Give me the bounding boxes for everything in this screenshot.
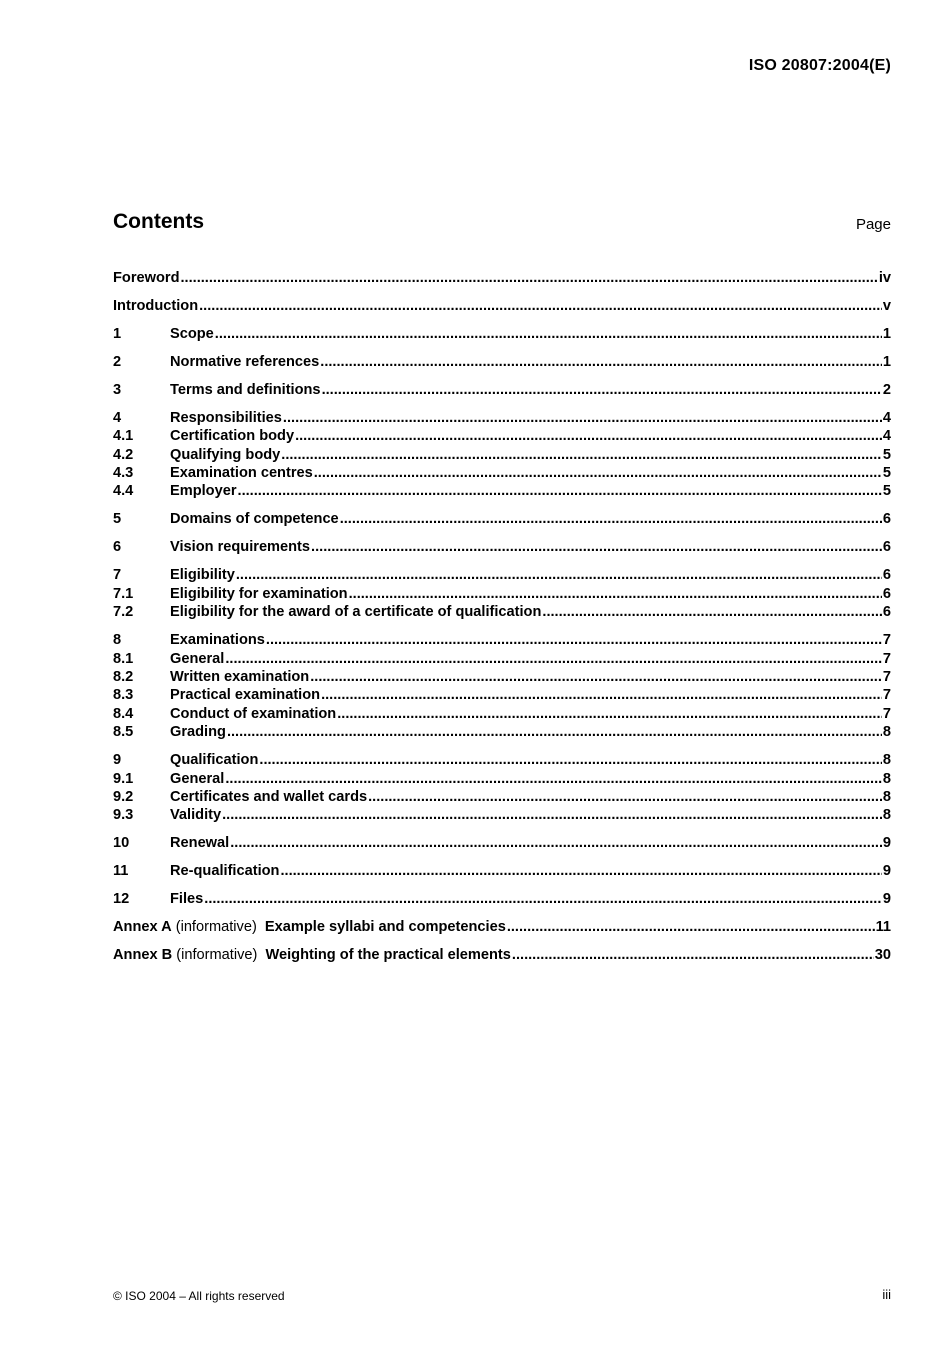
toc-entry-number: 10 <box>113 835 130 852</box>
toc-entry-page: 11 <box>875 919 891 936</box>
annex-kind: (informative) <box>171 919 265 936</box>
toc-entry-title: Certificates and wallet cards <box>170 788 368 805</box>
dot-leader <box>280 862 881 880</box>
toc-entry-number: 8.3 <box>113 687 134 704</box>
toc-entry[interactable] <box>113 705 891 723</box>
toc-entry[interactable] <box>113 603 891 621</box>
dot-leader <box>266 631 882 649</box>
toc-entry-title: Employer <box>170 483 237 500</box>
toc-entry-page: 7 <box>882 650 891 667</box>
toc-entry-title: Introduction <box>113 297 199 314</box>
toc-entry-number: 12 <box>113 891 130 908</box>
toc-entry-page: 30 <box>874 947 891 964</box>
toc-entry-title: Scope <box>170 325 214 342</box>
toc-entry-number: 8.5 <box>113 724 134 741</box>
toc-entry-title: Examinations <box>170 632 265 649</box>
dot-leader <box>340 510 882 528</box>
toc-entry-number: 9.2 <box>113 788 134 805</box>
toc-annex-title <box>113 946 511 964</box>
toc-entry-number: 3 <box>113 381 122 398</box>
toc-entry-page: 7 <box>882 632 891 649</box>
toc-entry[interactable] <box>113 409 891 427</box>
toc-entry[interactable] <box>113 770 891 788</box>
toc-entry[interactable] <box>113 751 891 769</box>
toc-entry-page: 7 <box>882 668 891 685</box>
toc-annex-entry[interactable] <box>113 918 891 936</box>
toc-entry-title: Validity <box>170 807 222 824</box>
toc-entry-title: General <box>170 650 225 667</box>
toc-entry-title: Qualification <box>170 752 259 769</box>
toc-entry[interactable] <box>113 806 891 824</box>
toc-entry[interactable] <box>113 668 891 686</box>
toc-entry-number: 6 <box>113 539 122 556</box>
toc-entry-page: 6 <box>882 585 891 602</box>
dot-leader <box>259 751 881 769</box>
toc-entry[interactable] <box>113 427 891 445</box>
toc-entry-title: Vision requirements <box>170 539 311 556</box>
dot-leader <box>204 890 882 908</box>
contents-heading: Contents <box>113 210 204 233</box>
toc-entry-title: Renewal <box>170 835 230 852</box>
dot-leader <box>512 946 874 964</box>
dot-leader <box>310 668 882 686</box>
toc-entry-number: 4.1 <box>113 428 134 445</box>
annex-label: Annex B <box>113 947 173 964</box>
toc-entry-number: 7 <box>113 567 122 584</box>
toc-entry-title: Conduct of examination <box>170 705 337 722</box>
toc-entry[interactable] <box>113 788 891 806</box>
toc-entry-number: 4.4 <box>113 483 134 500</box>
toc-entry-page: 9 <box>882 835 891 852</box>
annex-kind: (informative) <box>172 947 266 964</box>
dot-leader <box>281 446 882 464</box>
toc-entry-number: 9 <box>113 752 122 769</box>
page-number: iii <box>882 1287 891 1302</box>
toc-entry-number: 8 <box>113 632 122 649</box>
toc-entry[interactable] <box>113 325 891 343</box>
dot-leader <box>215 325 882 343</box>
toc-entry-number: 9.3 <box>113 807 134 824</box>
toc-entry-title: Practical examination <box>170 687 321 704</box>
toc-entry-page: 6 <box>882 511 891 528</box>
toc-entry-page: 4 <box>882 428 891 445</box>
toc-entry-title: Eligibility for the award of a certificate of qualification <box>170 604 542 621</box>
toc-entry-page: 1 <box>882 353 891 370</box>
toc-entry-title: General <box>170 770 225 787</box>
toc-entry-page: 7 <box>882 705 891 722</box>
toc-entry-number: 5 <box>113 511 122 528</box>
toc-entry-title: Qualifying body <box>170 446 281 463</box>
toc-entry-page: v <box>882 297 891 314</box>
toc-entry-page: 1 <box>882 325 891 342</box>
toc-entry-page: iv <box>878 270 891 286</box>
toc-entry-number: 8.1 <box>113 650 134 667</box>
toc-entry-title: Grading <box>170 724 226 741</box>
toc-entry-title: Certification body <box>170 428 295 445</box>
toc-entry[interactable] <box>113 510 891 528</box>
toc-entry-number: 4.3 <box>113 465 134 482</box>
toc-entry-title: Files <box>170 891 204 908</box>
toc-annex-entry[interactable] <box>113 946 891 964</box>
toc-entry-title: Eligibility <box>170 567 235 584</box>
dot-leader <box>199 297 882 315</box>
toc-entry-page: 9 <box>882 863 891 880</box>
toc-annex-title <box>113 918 506 936</box>
dot-leader <box>227 723 882 741</box>
dot-leader <box>311 538 882 556</box>
toc-entry-page: 4 <box>882 409 891 426</box>
annex-title: Weighting of the practical elements <box>265 947 511 964</box>
toc-entry[interactable] <box>113 381 891 399</box>
dot-leader <box>225 770 882 788</box>
toc-entry-title: Foreword <box>113 270 180 286</box>
toc-entry[interactable] <box>113 269 891 287</box>
toc-entry-page: 7 <box>882 687 891 704</box>
toc-entry-title: Domains of competence <box>170 511 339 528</box>
dot-leader <box>236 566 882 584</box>
toc-entry-number: 8.2 <box>113 668 134 685</box>
dot-leader <box>230 834 882 852</box>
toc-entry-title: Written examination <box>170 668 310 685</box>
toc-entry-page: 5 <box>882 465 891 482</box>
dot-leader <box>320 353 882 371</box>
toc-entry-page: 9 <box>882 891 891 908</box>
dot-leader <box>321 686 882 704</box>
toc-entry[interactable] <box>113 297 891 315</box>
toc-entry-number: 9.1 <box>113 770 134 787</box>
toc-entry-page: 8 <box>882 788 891 805</box>
dot-leader <box>222 806 882 824</box>
toc-entry[interactable] <box>113 566 891 584</box>
toc-entry-number: 7.1 <box>113 585 134 602</box>
toc-entry[interactable] <box>113 723 891 741</box>
toc-entry-page: 5 <box>882 446 891 463</box>
toc-entry[interactable] <box>113 890 891 908</box>
toc-entry-page: 6 <box>882 567 891 584</box>
toc-entry-page: 2 <box>882 381 891 398</box>
page-column-label: Page <box>855 216 891 233</box>
toc-entry[interactable] <box>113 650 891 668</box>
toc-entry-page: 8 <box>882 807 891 824</box>
annex-label: Annex A <box>113 919 172 936</box>
dot-leader <box>283 409 882 427</box>
toc-entry-title: Re-qualification <box>170 863 280 880</box>
toc-entry-page: 8 <box>882 724 891 741</box>
toc-entry-title: Responsibilities <box>170 409 282 426</box>
toc-entry[interactable] <box>113 538 891 556</box>
annex-title: Example syllabi and competencies <box>264 919 506 936</box>
dot-leader <box>322 381 882 399</box>
toc-entry[interactable] <box>113 686 891 704</box>
dot-leader <box>368 788 882 806</box>
dot-leader <box>180 269 877 287</box>
toc-entry[interactable] <box>113 446 891 464</box>
toc-entry[interactable] <box>113 482 891 500</box>
dot-leader <box>507 918 875 936</box>
toc-entry[interactable] <box>113 464 891 482</box>
toc-entry[interactable] <box>113 862 891 880</box>
toc-entry-page: 8 <box>882 752 891 769</box>
toc-entry-number: 2 <box>113 353 122 370</box>
toc-entry-page: 6 <box>882 539 891 556</box>
dot-leader <box>337 705 882 723</box>
dot-leader <box>238 482 882 500</box>
copyright-notice: © ISO 2004 – All rights reserved <box>113 1289 285 1303</box>
dot-leader <box>349 585 882 603</box>
toc-entry[interactable] <box>113 834 891 852</box>
toc-entry-number: 8.4 <box>113 705 134 722</box>
document-id: ISO 20807:2004(E) <box>748 57 891 74</box>
toc-entry-title: Eligibility for examination <box>170 585 348 602</box>
toc-entry[interactable] <box>113 353 891 371</box>
toc-entry-title: Terms and definitions <box>170 381 321 398</box>
toc-entry-number: 11 <box>113 863 129 880</box>
toc-entry-page: 5 <box>882 483 891 500</box>
toc-entry-title: Normative references <box>170 353 320 370</box>
toc-entry[interactable] <box>113 631 891 649</box>
toc-entry[interactable] <box>113 585 891 603</box>
dot-leader <box>542 603 881 621</box>
dot-leader <box>225 650 882 668</box>
table-of-contents <box>113 269 891 965</box>
dot-leader <box>295 427 882 445</box>
toc-entry-number: 1 <box>113 325 122 342</box>
toc-entry-number: 4.2 <box>113 446 134 463</box>
toc-entry-page: 8 <box>882 770 891 787</box>
toc-entry-number: 4 <box>113 409 122 426</box>
toc-entry-number: 7.2 <box>113 604 134 621</box>
toc-entry-title: Examination centres <box>170 465 313 482</box>
dot-leader <box>314 464 882 482</box>
toc-entry-page: 6 <box>882 604 891 621</box>
